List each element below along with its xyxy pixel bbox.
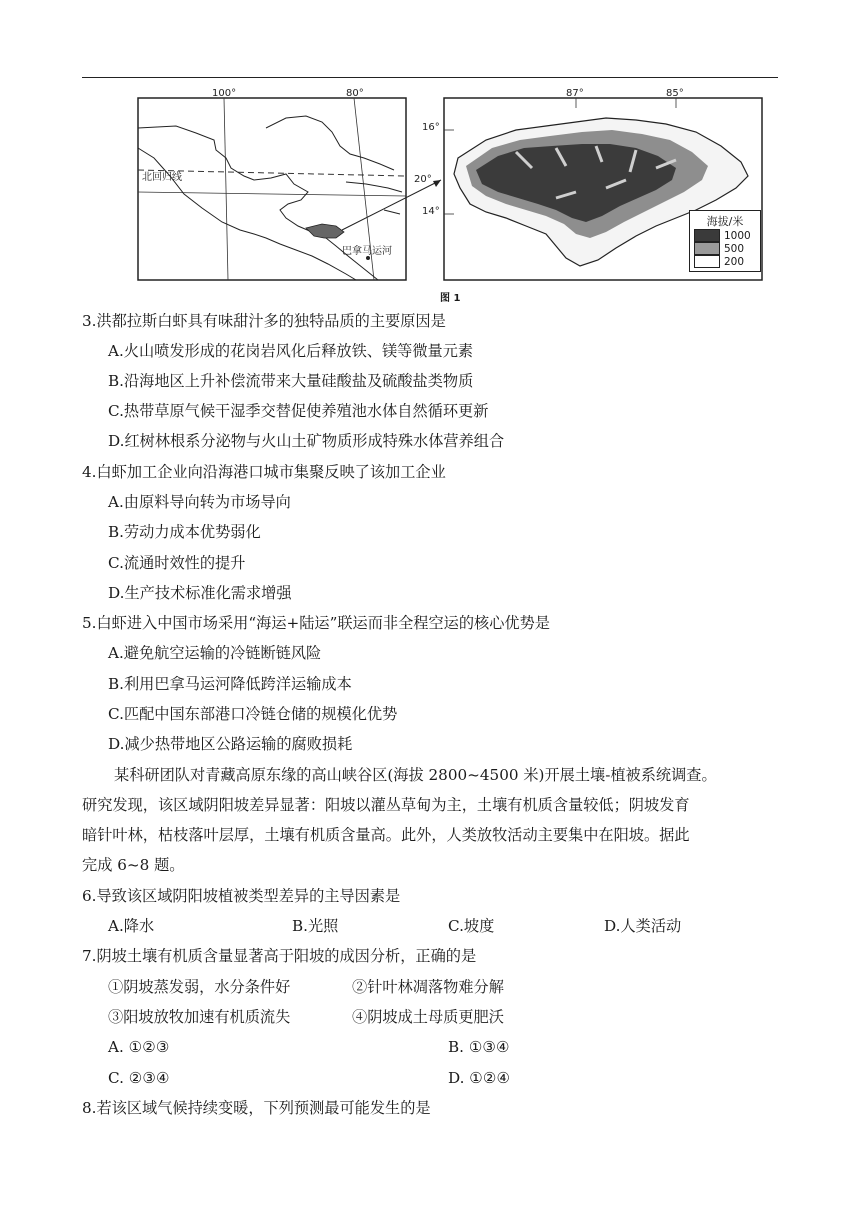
question-7-statement-2: ②针叶林凋落物难分解 — [352, 978, 504, 996]
passage-line: 暗针叶林，枯枝落叶层厚，土壤有机质含量高。此外，人类放牧活动主要集中在阳坡。据此 — [82, 826, 690, 844]
question-8-stem: 8.若该区域气候持续变暖，下列预测最可能发生的是 — [82, 1099, 431, 1117]
question-4-option-c: C.流通时效性的提升 — [108, 554, 246, 572]
tropic-label: 北回归线 — [142, 172, 182, 183]
header-rule — [82, 77, 778, 78]
passage-line: 完成 6~8 题。 — [82, 856, 185, 874]
question-4-option-b: B.劳动力成本优势弱化 — [108, 523, 261, 541]
lat-20-label: 20° — [414, 174, 432, 185]
lon-85-label: 85° — [666, 88, 684, 99]
question-5-option-c: C.匹配中国东部港口冷链仓储的规模化优势 — [108, 705, 398, 723]
question-5-stem: 5.白虾进入中国市场采用“海运+陆运”联运而非全程空运的核心优势是 — [82, 614, 550, 632]
question-7-statement-4: ④阴坡成土母质更肥沃 — [352, 1008, 504, 1026]
lon-100-label: 100° — [212, 88, 237, 99]
question-7-statement-3: ③阳坡放牧加速有机质流失 — [108, 1008, 291, 1026]
legend-label: 200 — [724, 255, 745, 268]
legend-swatch-500 — [694, 242, 720, 255]
question-7-stem: 7.阴坡土壤有机质含量显著高于阳坡的成因分析，正确的是 — [82, 947, 477, 965]
question-6-option-b: B.光照 — [292, 917, 339, 935]
question-3-option-b: B.沿海地区上升补偿流带来大量硅酸盐及硫酸盐类物质 — [108, 372, 474, 390]
lat-16-label: 16° — [422, 122, 440, 133]
question-5-option-a: A.避免航空运输的冷链断链风险 — [108, 644, 322, 662]
lat-14-label: 14° — [422, 206, 440, 217]
question-3-option-d: D.红树林根系分泌物与火山土矿物质形成特殊水体营养组合 — [108, 432, 505, 450]
question-7-option-b: B. ①③④ — [448, 1038, 510, 1056]
legend-title: 海拔/米 — [706, 215, 744, 228]
canal-label: 巴拿马运河 — [342, 246, 392, 257]
question-6-stem: 6.导致该区域阴阳坡植被类型差异的主导因素是 — [82, 887, 401, 905]
figure-caption: 图 1 — [440, 293, 461, 304]
question-7-option-c: C. ②③④ — [108, 1069, 170, 1087]
legend-label: 1000 — [724, 229, 751, 242]
legend-item — [694, 229, 760, 242]
elevation-legend — [689, 210, 761, 272]
question-5-option-d: D.减少热带地区公路运输的腐败损耗 — [108, 735, 353, 753]
lon-87-label: 87° — [566, 88, 584, 99]
question-6-option-a: A.降水 — [108, 917, 155, 935]
question-3-option-c: C.热带草原气候干湿季交替促使养殖池水体自然循环更新 — [108, 402, 489, 420]
question-4-stem: 4.白虾加工企业向沿海港口城市集聚反映了该加工企业 — [82, 463, 446, 481]
passage-line: 某科研团队对青藏高原东缘的高山峡谷区(海拔 2800~4500 米)开展土壤-植被系统调查。 — [114, 766, 717, 784]
lon-80-label: 80° — [346, 88, 364, 99]
question-5-option-b: B.利用巴拿马运河降低跨洋运输成本 — [108, 675, 352, 693]
figure-1 — [136, 88, 776, 304]
legend-swatch-1000 — [694, 229, 720, 242]
question-3-option-a: A.火山喷发形成的花岗岩风化后释放铁、镁等微量元素 — [108, 342, 474, 360]
legend-item — [694, 255, 760, 268]
question-7-option-d: D. ①②④ — [448, 1069, 511, 1087]
passage-line: 研究发现，该区域阴阳坡差异显著：阳坡以灌丛草甸为主，土壤有机质含量较低；阴坡发育 — [82, 796, 690, 814]
question-4-option-d: D.生产技术标准化需求增强 — [108, 584, 292, 602]
question-7-statement-1: ①阴坡蒸发弱，水分条件好 — [108, 978, 291, 996]
question-3-stem: 3.洪都拉斯白虾具有味甜汁多的独特品质的主要原因是 — [82, 312, 446, 330]
question-6-option-d: D.人类活动 — [604, 917, 682, 935]
legend-item — [694, 242, 760, 255]
map-figure-svg — [136, 88, 776, 304]
question-4-option-a: A.由原料导向转为市场导向 — [108, 493, 291, 511]
question-6-option-c: C.坡度 — [448, 917, 495, 935]
question-7-option-a: A. ①②③ — [108, 1038, 170, 1056]
legend-swatch-200 — [694, 255, 720, 268]
legend-label: 500 — [724, 242, 745, 255]
